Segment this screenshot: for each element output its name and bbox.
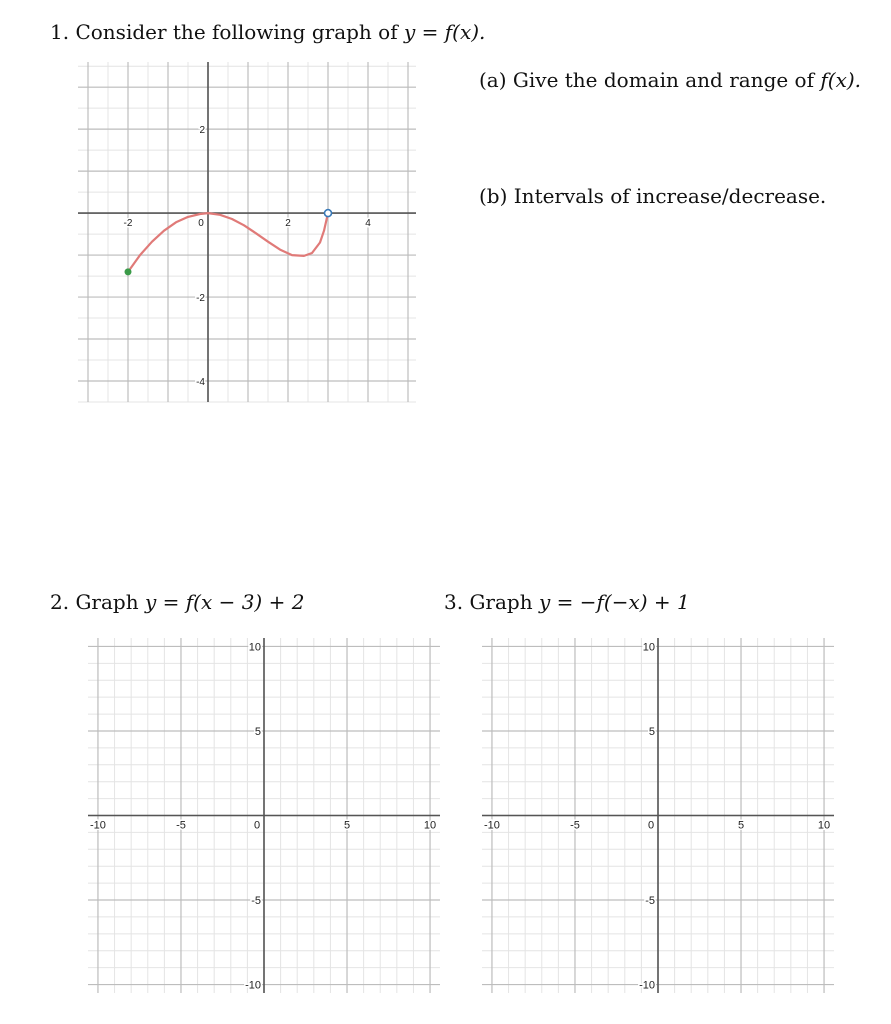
x-tick-label: 5 <box>737 819 745 832</box>
y-tick-label: -10 <box>245 979 261 992</box>
part-a-label: (a) <box>479 68 507 92</box>
x-tick-label: -10 <box>90 819 106 832</box>
x-tick-label: 2 <box>285 218 291 230</box>
x-tick-label: 10 <box>817 819 831 832</box>
problem-3-number: 3. <box>444 590 464 614</box>
y-tick-label: 5 <box>648 725 655 738</box>
graph-f-of-x <box>78 62 416 402</box>
problem-2-number: 2. <box>50 590 70 614</box>
x-tick-label: -5 <box>570 819 580 832</box>
graph-blank-problem-3[interactable] <box>482 638 834 993</box>
x-tick-label: 0 <box>198 218 204 230</box>
y-tick-label: 10 <box>642 641 655 654</box>
problem-1-number: 1. <box>50 20 70 44</box>
x-tick-label: 4 <box>365 218 371 230</box>
problem-2-equation: y = f(x − 3) + 2 <box>144 590 305 614</box>
x-tick-label: 0 <box>647 819 655 832</box>
x-tick-label: 0 <box>253 819 261 832</box>
closed-endpoint <box>125 268 132 275</box>
x-tick-label: -10 <box>484 819 500 832</box>
x-tick-label: 10 <box>423 819 437 832</box>
part-a-math: f(x). <box>820 68 862 92</box>
part-b-text: Intervals of increase/decrease. <box>513 184 827 208</box>
open-endpoint <box>325 210 332 217</box>
y-tick-label: 10 <box>248 641 261 654</box>
problem-2-prefix: Graph <box>75 590 145 614</box>
graph-blank-problem-2[interactable] <box>88 638 440 993</box>
y-tick-label: 2 <box>199 125 205 137</box>
problem-3-equation: y = −f(−x) + 1 <box>538 590 690 614</box>
part-a-text: Give the domain and range of <box>512 68 821 92</box>
y-tick-label: -2 <box>196 293 205 305</box>
y-tick-label: -5 <box>645 895 655 908</box>
part-a-question <box>479 68 861 92</box>
y-tick-label: -10 <box>639 979 655 992</box>
problem-3-prefix: Graph <box>469 590 539 614</box>
x-tick-label: 5 <box>343 819 351 832</box>
problem-3-heading <box>444 590 690 614</box>
y-tick-label: 5 <box>254 725 261 738</box>
part-b-question <box>479 184 826 208</box>
problem-1-intro: Consider the following graph of <box>75 20 404 44</box>
x-tick-label: -5 <box>176 819 186 832</box>
problem-1-equation: y = f(x). <box>403 20 486 44</box>
problem-2-heading <box>50 590 304 614</box>
problem-1-heading <box>50 20 485 44</box>
part-b-label: (b) <box>479 184 508 208</box>
y-tick-label: -4 <box>196 377 205 389</box>
y-tick-label: -5 <box>251 895 261 908</box>
x-tick-label: -2 <box>123 218 133 230</box>
